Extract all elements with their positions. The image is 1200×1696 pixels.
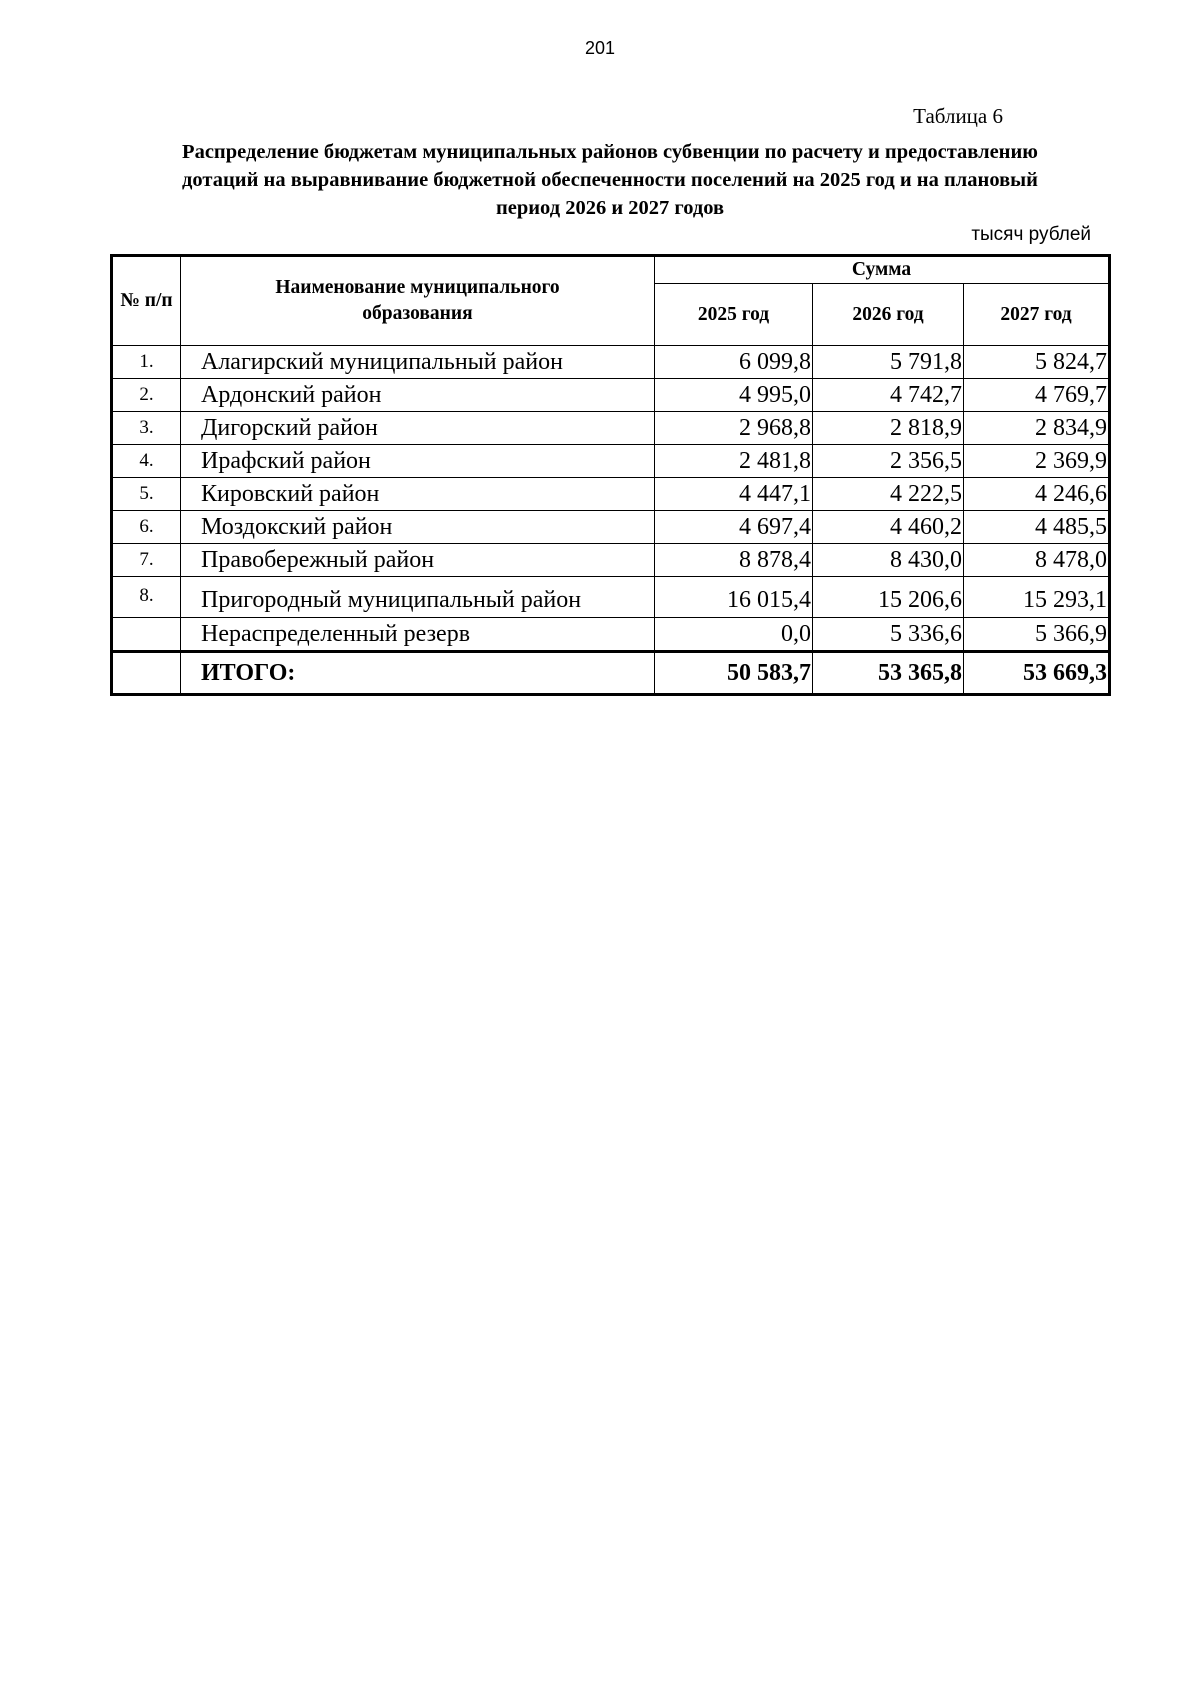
value-2025: 0,0 — [655, 618, 813, 652]
total-2027: 53 669,3 — [964, 652, 1110, 695]
row-name: Пригородный муниципальный район — [181, 577, 655, 618]
title-line: период 2026 и 2027 годов — [495, 197, 725, 219]
row-name: Дигорский район — [181, 412, 655, 445]
value-2026: 4 222,5 — [813, 478, 964, 511]
value-2027: 5 366,9 — [964, 618, 1110, 652]
header-name: Наименование муниципального образования — [181, 256, 655, 346]
row-number: 5. — [112, 478, 181, 511]
row-number: 8. — [112, 577, 181, 618]
header-year-2027: 2027 год — [964, 284, 1110, 346]
row-number: 6. — [112, 511, 181, 544]
row-number: 1. — [112, 346, 181, 379]
total-2026: 53 365,8 — [813, 652, 964, 695]
value-2026: 4 460,2 — [813, 511, 964, 544]
value-2025: 6 099,8 — [655, 346, 813, 379]
value-2025: 4 447,1 — [655, 478, 813, 511]
value-2027: 5 824,7 — [964, 346, 1110, 379]
value-2027: 4 769,7 — [964, 379, 1110, 412]
row-name: Нераспределенный резерв — [181, 618, 655, 652]
value-2025: 4 995,0 — [655, 379, 813, 412]
value-2025: 16 015,4 — [655, 577, 813, 618]
value-2026: 2 818,9 — [813, 412, 964, 445]
row-name: Алагирский муниципальный район — [181, 346, 655, 379]
table-row — [112, 346, 1110, 379]
table-row — [112, 511, 1110, 544]
table-row — [112, 445, 1110, 478]
row-name: Моздокский район — [181, 511, 655, 544]
value-2027: 4 246,6 — [964, 478, 1110, 511]
table-row — [112, 577, 1110, 618]
row-number: 3. — [112, 412, 181, 445]
value-2026: 5 791,8 — [813, 346, 964, 379]
title-line: дотаций на выравнивание бюджетной обеспеченности поселений на 2025 год и на плановый — [182, 169, 1038, 191]
table-row — [112, 478, 1110, 511]
row-name: Правобережный район — [181, 544, 655, 577]
row-name: Ирафский район — [181, 445, 655, 478]
value-2027: 4 485,5 — [964, 511, 1110, 544]
row-name: Кировский район — [181, 478, 655, 511]
table-row — [112, 544, 1110, 577]
total-number-cell — [112, 652, 181, 695]
value-2026: 8 430,0 — [813, 544, 964, 577]
header-sum: Сумма — [655, 256, 1110, 284]
table-label: Таблица 6 — [913, 104, 1003, 128]
total-label: ИТОГО: — [181, 652, 655, 695]
units-label: тысяч рублей — [971, 224, 1091, 245]
value-2025: 2 481,8 — [655, 445, 813, 478]
total-row — [112, 652, 1110, 695]
table-row — [112, 618, 1110, 652]
table-row — [112, 412, 1110, 445]
value-2025: 8 878,4 — [655, 544, 813, 577]
document-title — [110, 138, 1110, 222]
page-number: 201 — [584, 38, 616, 58]
header-num: № п/п — [112, 256, 181, 346]
value-2027: 8 478,0 — [964, 544, 1110, 577]
distribution-table — [110, 254, 1111, 696]
value-2026: 2 356,5 — [813, 445, 964, 478]
value-2025: 2 968,8 — [655, 412, 813, 445]
value-2026: 5 336,6 — [813, 618, 964, 652]
row-number — [112, 618, 181, 652]
total-2025: 50 583,7 — [655, 652, 813, 695]
value-2027: 2 834,9 — [964, 412, 1110, 445]
value-2026: 4 742,7 — [813, 379, 964, 412]
row-number: 2. — [112, 379, 181, 412]
header-year-2025: 2025 год — [655, 284, 813, 346]
row-number: 4. — [112, 445, 181, 478]
value-2026: 15 206,6 — [813, 577, 964, 618]
value-2027: 15 293,1 — [964, 577, 1110, 618]
table-row — [112, 379, 1110, 412]
title-line: Распределение бюджетам муниципальных районов субвенции по расчету и предоставлению — [182, 141, 1038, 163]
header-year-2026: 2026 год — [813, 284, 964, 346]
row-name: Ардонский район — [181, 379, 655, 412]
value-2027: 2 369,9 — [964, 445, 1110, 478]
value-2025: 4 697,4 — [655, 511, 813, 544]
row-number: 7. — [112, 544, 181, 577]
